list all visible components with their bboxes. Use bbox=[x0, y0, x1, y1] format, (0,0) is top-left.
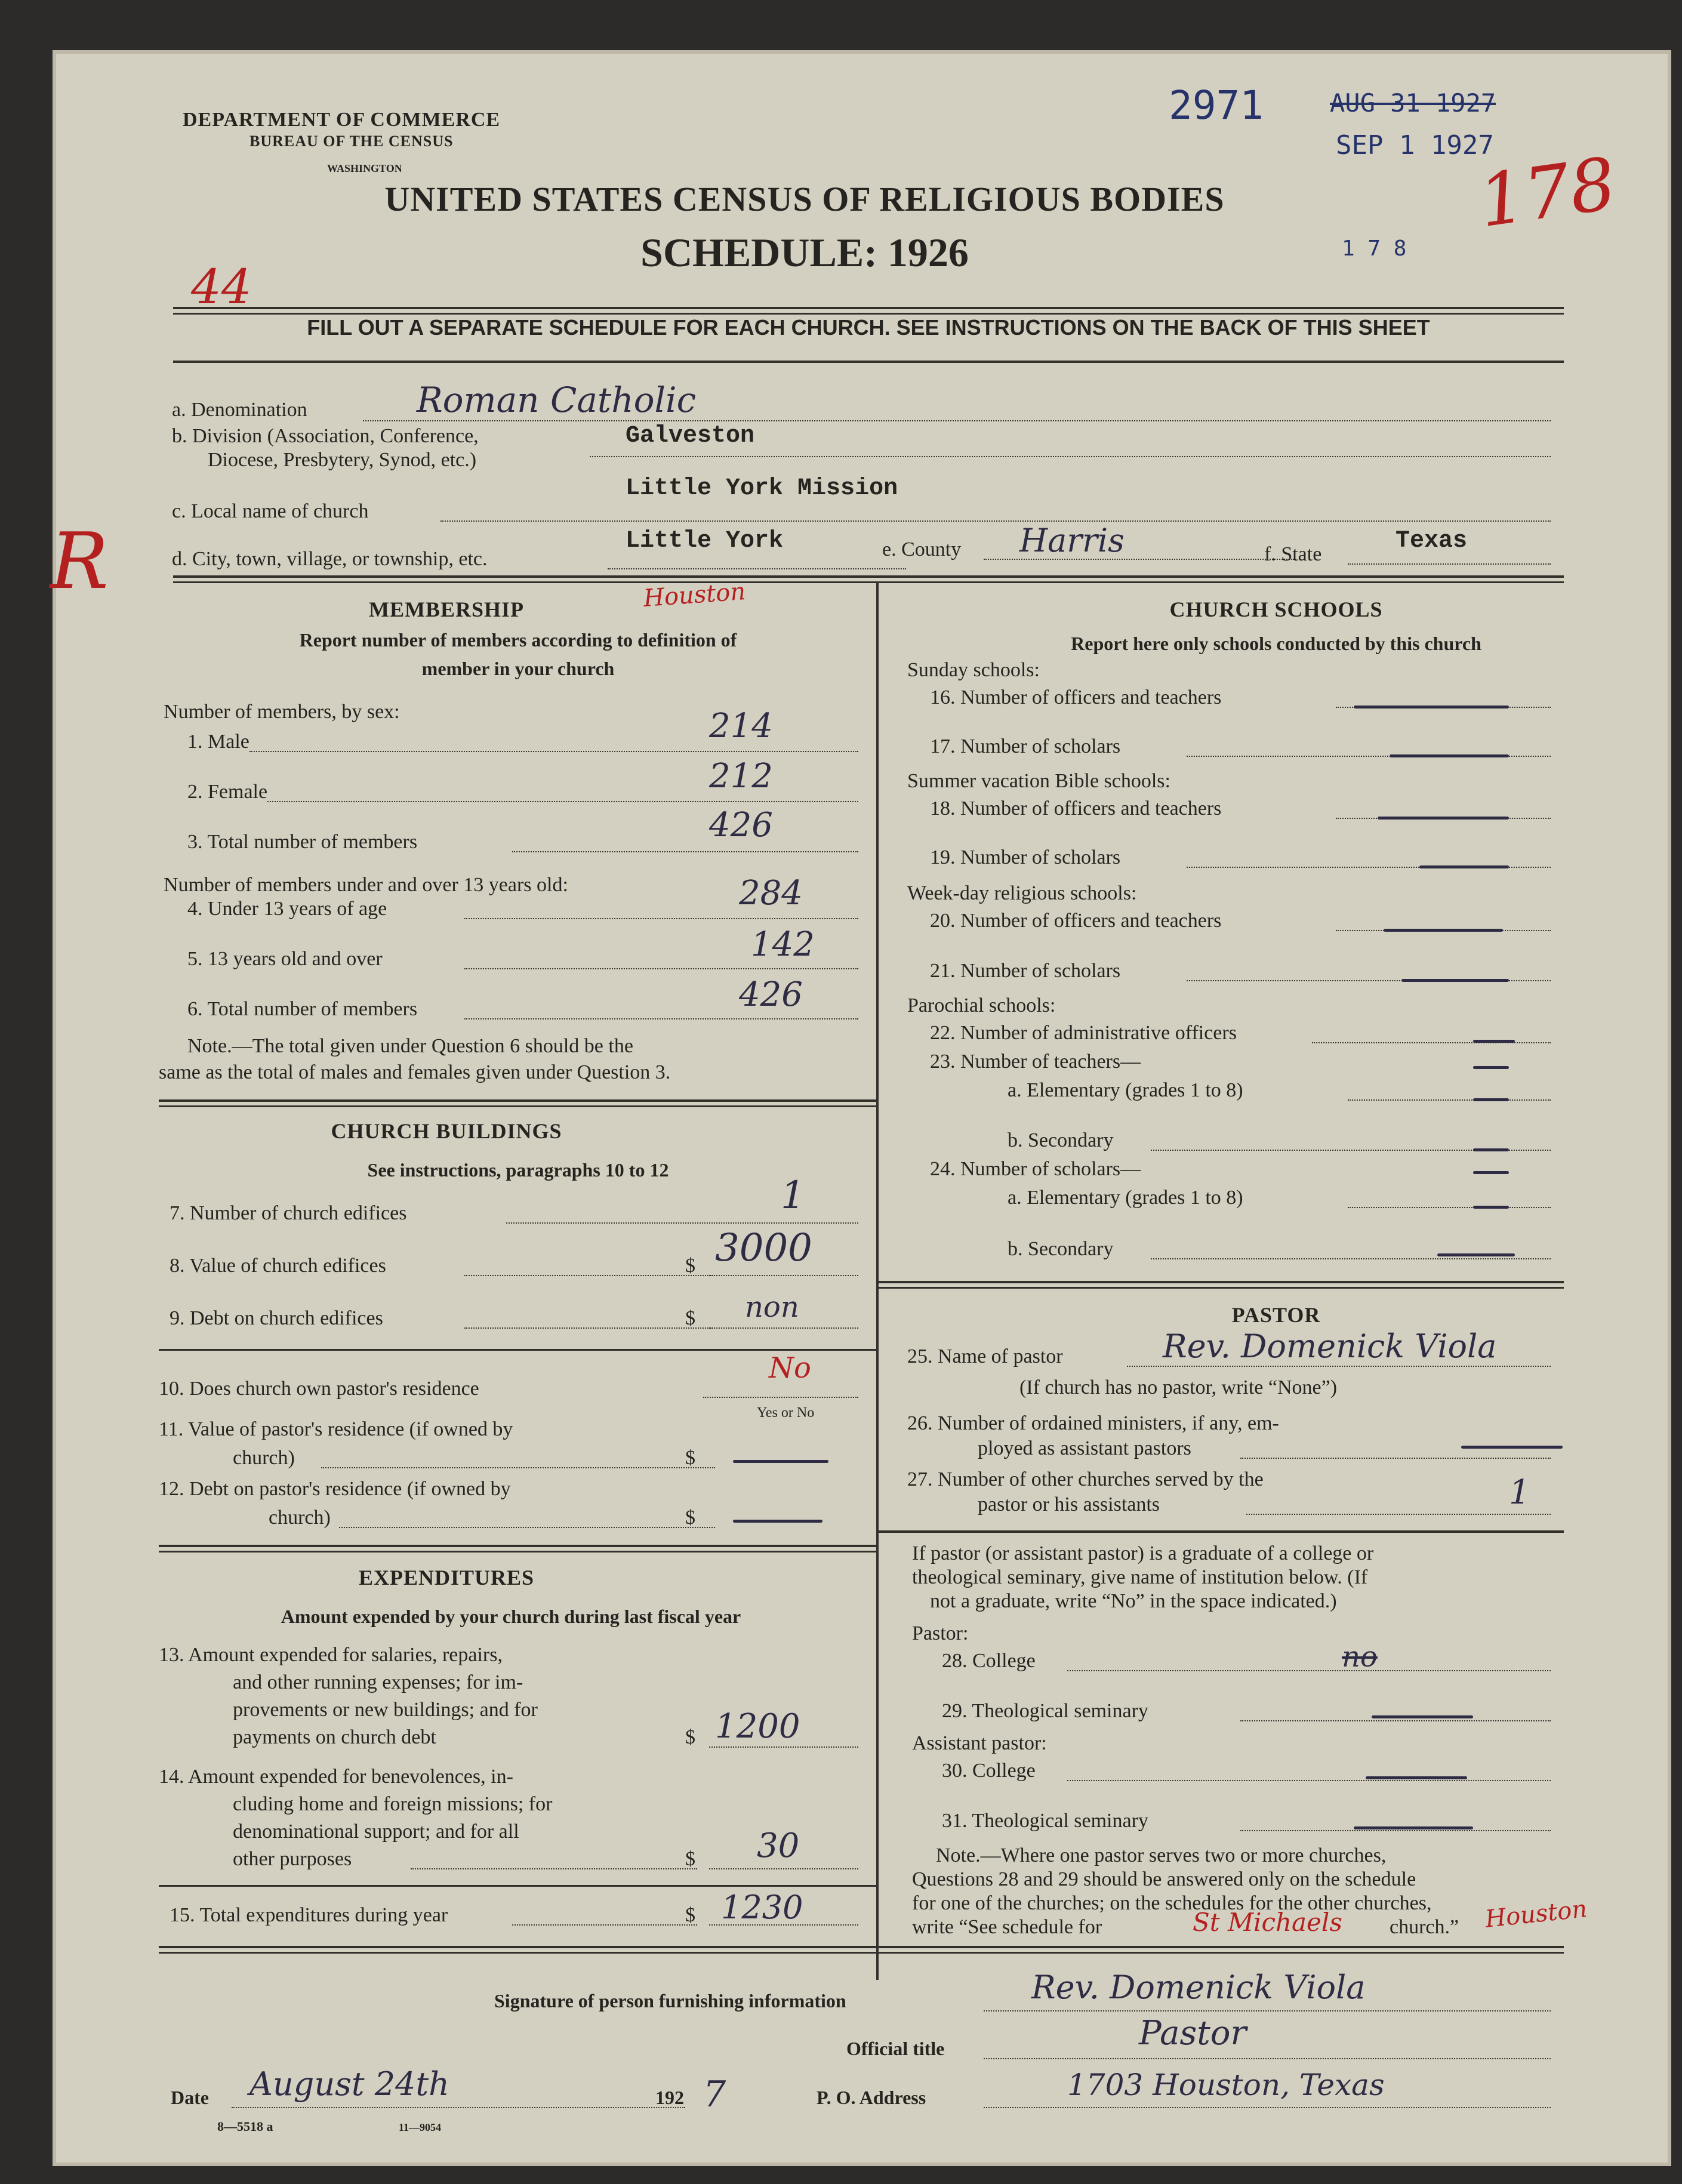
q6-line bbox=[464, 1018, 858, 1019]
q6-total-value[interactable]: 426 bbox=[739, 975, 803, 1014]
q13-label-3: provements or new buildings; and for bbox=[233, 1699, 538, 1721]
pastor-note-4a: write “See schedule for bbox=[912, 1916, 1102, 1938]
division-line bbox=[590, 456, 1551, 457]
division-label-1: b. Division (Association, Conference, bbox=[172, 425, 479, 447]
q22-label: 22. Number of administrative officers bbox=[930, 1022, 1237, 1044]
q14-label-2: cluding home and foreign missions; for bbox=[233, 1793, 553, 1815]
city-value[interactable]: Little York bbox=[626, 528, 784, 555]
bureau-city: WASHINGTON bbox=[327, 162, 402, 174]
po-address-label: P. O. Address bbox=[817, 2087, 926, 2108]
buildings-heading: CHURCH BUILDINGS bbox=[331, 1119, 562, 1143]
schools-rule bbox=[879, 1281, 1564, 1283]
parochial-schools-label: Parochial schools: bbox=[907, 994, 1056, 1016]
q29-line bbox=[1240, 1720, 1551, 1721]
expenditures-mid-rule bbox=[159, 1885, 876, 1887]
bottom-rule bbox=[159, 1946, 1564, 1948]
red-letter-r: R bbox=[50, 516, 109, 606]
q11-line bbox=[321, 1467, 715, 1468]
q15-value[interactable]: 1230 bbox=[721, 1889, 803, 1926]
date-year-prefix: 192 bbox=[655, 2087, 684, 2108]
q27-label-2: pastor or his assistants bbox=[978, 1493, 1160, 1515]
q9-value-line bbox=[709, 1327, 858, 1329]
stamp-number: 2971 bbox=[1169, 82, 1264, 128]
members-by-sex-label: Number of members, by sex: bbox=[164, 701, 400, 723]
q26-label-2: ployed as assistant pastors bbox=[978, 1437, 1191, 1459]
membership-rule-2 bbox=[159, 1105, 876, 1107]
q31-label: 31. Theological seminary bbox=[942, 1810, 1148, 1832]
q19-dash[interactable] bbox=[1419, 865, 1509, 868]
q7-label: 7. Number of church edifices bbox=[170, 1202, 407, 1224]
q23a-line bbox=[1348, 1099, 1551, 1101]
q14-label-4: other purposes bbox=[233, 1848, 352, 1870]
q28-line bbox=[1067, 1670, 1551, 1671]
stamp-date: SEP 1 1927 bbox=[1336, 130, 1494, 161]
q16-label: 16. Number of officers and teachers bbox=[930, 686, 1222, 709]
q8-dollar: $ bbox=[685, 1255, 695, 1277]
q30-label: 30. College bbox=[942, 1760, 1036, 1782]
q12-label-2: church) bbox=[269, 1507, 331, 1529]
q13-label-1: 13. Amount expended for salaries, repairs, bbox=[159, 1644, 503, 1666]
q12-label-1: 12. Debt on pastor's residence (if owned by bbox=[159, 1478, 511, 1500]
q23a-dash[interactable] bbox=[1473, 1098, 1509, 1101]
q9-label: 9. Debt on church edifices bbox=[170, 1307, 383, 1329]
q25-hint: (If church has no pastor, write “None”) bbox=[1019, 1376, 1338, 1399]
date-line bbox=[232, 2107, 685, 2108]
denomination-label: a. Denomination bbox=[172, 399, 307, 421]
schools-sub: Report here only schools conducted by this church bbox=[1071, 633, 1481, 654]
stamp-code: 1 7 8 bbox=[1342, 236, 1407, 261]
q25-line bbox=[1127, 1366, 1551, 1367]
members-by-age-label: Number of members under and over 13 years old: bbox=[164, 874, 568, 896]
q10-label: 10. Does church own pastor's residence bbox=[159, 1378, 479, 1400]
membership-rule bbox=[159, 1099, 876, 1102]
q20-dash[interactable] bbox=[1384, 929, 1503, 932]
q3-total-label: 3. Total number of members bbox=[187, 831, 418, 853]
q8-label: 8. Value of church edifices bbox=[170, 1255, 386, 1277]
q12-dollar: $ bbox=[685, 1507, 695, 1529]
state-value[interactable]: Texas bbox=[1395, 528, 1468, 555]
q5-over13-label: 5. 13 years old and over bbox=[187, 948, 383, 970]
q14-value[interactable]: 30 bbox=[757, 1826, 800, 1865]
q11-dollar: $ bbox=[685, 1447, 695, 1469]
q24-label: 24. Number of scholars— bbox=[930, 1158, 1141, 1180]
q27-value[interactable]: 1 bbox=[1509, 1473, 1530, 1512]
q16-dash[interactable] bbox=[1354, 706, 1509, 709]
official-title-line bbox=[984, 2058, 1551, 2059]
membership-heading: MEMBERSHIP bbox=[368, 597, 524, 621]
q23-label: 23. Number of teachers— bbox=[930, 1051, 1141, 1073]
q22-line bbox=[1312, 1042, 1551, 1043]
q15-dollar: $ bbox=[685, 1904, 695, 1926]
q13-label-4: payments on church debt bbox=[233, 1726, 436, 1748]
schedule-title: SCHEDULE: 1926 bbox=[640, 230, 969, 275]
city-label: d. City, town, village, or township, etc. bbox=[172, 548, 488, 570]
form-number: 8—5518 a bbox=[217, 2119, 273, 2134]
q11-dash[interactable] bbox=[733, 1460, 828, 1463]
q11-label-2: church) bbox=[233, 1447, 295, 1469]
pastor-note-2: Questions 28 and 29 should be answered only on the schedule bbox=[912, 1868, 1416, 1890]
signature-value[interactable]: Rev. Domenick Viola bbox=[1031, 1969, 1366, 2006]
membership-note-1: Note.—The total given under Question 6 should be the bbox=[187, 1035, 633, 1057]
fill-instruction: FILL OUT A SEPARATE SCHEDULE FOR EACH CHURCH. SEE INSTRUCTIONS ON THE BACK OF THIS SHEET bbox=[307, 315, 1430, 340]
bureau-name: BUREAU OF THE CENSUS bbox=[249, 133, 454, 150]
q3-total-value[interactable]: 426 bbox=[709, 806, 773, 845]
q24b-dash[interactable] bbox=[1437, 1253, 1515, 1256]
summer-schools-label: Summer vacation Bible schools: bbox=[907, 770, 1170, 792]
q5-over13-value[interactable]: 142 bbox=[751, 925, 815, 964]
q9-line bbox=[464, 1327, 715, 1329]
q25-label: 25. Name of pastor bbox=[907, 1345, 1063, 1367]
signature-line bbox=[984, 2010, 1551, 2012]
graduate-text-2: theological seminary, give name of institution below. (If bbox=[912, 1566, 1368, 1588]
pastor-note-1: Note.—Where one pastor serves two or more churches, bbox=[936, 1844, 1387, 1866]
q11-label-1: 11. Value of pastor's residence (if owned by bbox=[159, 1418, 513, 1440]
q1-male-value[interactable]: 214 bbox=[709, 707, 773, 746]
header-rule-top bbox=[173, 307, 1564, 309]
buildings-rule-2 bbox=[159, 1551, 876, 1552]
church-name-label: c. Local name of church bbox=[172, 500, 369, 522]
membership-intro-1: Report number of members according to definition of bbox=[299, 629, 737, 651]
q29-dash[interactable] bbox=[1372, 1715, 1473, 1718]
pastor-heading: PASTOR bbox=[1231, 1303, 1321, 1327]
county-label: e. County bbox=[882, 538, 962, 560]
q1-male-label: 1. Male bbox=[187, 731, 249, 753]
q7-line bbox=[506, 1222, 858, 1224]
q25-value[interactable]: Rev. Domenick Viola bbox=[1163, 1327, 1497, 1365]
q21-dash[interactable] bbox=[1401, 979, 1509, 982]
q1-line bbox=[249, 751, 858, 752]
state-line bbox=[1348, 563, 1551, 565]
county-value[interactable]: Harris bbox=[1019, 522, 1125, 559]
expenditures-sub: Amount expended by your church during last fiscal year bbox=[281, 1606, 741, 1627]
q15-line bbox=[512, 1924, 697, 1926]
assistant-pastor-label: Assistant pastor: bbox=[912, 1732, 1047, 1754]
q14-dollar: $ bbox=[685, 1848, 695, 1870]
weekday-schools-label: Week-day religious schools: bbox=[907, 882, 1137, 904]
q20-label: 20. Number of officers and teachers bbox=[930, 910, 1222, 932]
q30-line bbox=[1067, 1780, 1551, 1781]
church-name-line bbox=[440, 520, 1551, 522]
pastor-note-schedule-church[interactable]: St Michaels bbox=[1193, 1908, 1342, 1937]
q23b-dash[interactable] bbox=[1473, 1148, 1509, 1151]
print-number: 11—9054 bbox=[399, 2121, 442, 2133]
q19-label: 19. Number of scholars bbox=[930, 846, 1121, 868]
buildings-sub: See instructions, paragraphs 10 to 12 bbox=[367, 1159, 669, 1181]
q13-value-line bbox=[709, 1746, 858, 1748]
q28-label: 28. College bbox=[942, 1650, 1036, 1672]
q9-value[interactable]: non bbox=[745, 1290, 799, 1324]
denomination-value[interactable]: Roman Catholic bbox=[417, 380, 697, 420]
pastor-sub-label: Pastor: bbox=[912, 1622, 969, 1644]
q13-value[interactable]: 1200 bbox=[715, 1707, 800, 1746]
q22-dash[interactable] bbox=[1473, 1040, 1515, 1043]
membership-intro-2: member in your church bbox=[421, 658, 615, 679]
q7-value[interactable]: 1 bbox=[781, 1173, 805, 1218]
city-line bbox=[608, 568, 906, 569]
q27-label-1: 27. Number of other churches served by the bbox=[907, 1468, 1264, 1490]
q13-label-2: and other running expenses; for im- bbox=[233, 1671, 523, 1693]
q15-label: 15. Total expenditures during year bbox=[170, 1904, 448, 1926]
q26-dash[interactable] bbox=[1461, 1446, 1563, 1449]
q30-dash[interactable] bbox=[1366, 1776, 1467, 1779]
q24-dash[interactable] bbox=[1473, 1171, 1509, 1174]
fields-rule bbox=[173, 575, 1564, 578]
stamp-date-struck: AUG 31 1927 bbox=[1330, 88, 1496, 118]
q14-label-3: denominational support; and for all bbox=[233, 1820, 519, 1843]
header-rule-top-2 bbox=[173, 313, 1564, 315]
census-schedule-sheet bbox=[50, 50, 1671, 2166]
q29-label: 29. Theological seminary bbox=[942, 1700, 1148, 1722]
official-title-label: Official title bbox=[846, 2038, 945, 2059]
q23a-label: a. Elementary (grades 1 to 8) bbox=[1008, 1079, 1243, 1101]
q10-line bbox=[703, 1397, 858, 1398]
po-address-line bbox=[984, 2107, 1551, 2108]
q2-female-label: 2. Female bbox=[187, 781, 268, 803]
fields-rule-2 bbox=[173, 581, 1564, 583]
q9-dollar: $ bbox=[685, 1307, 695, 1329]
date-year-value[interactable]: 7 bbox=[703, 2074, 726, 2115]
signature-label: Signature of person furnishing information bbox=[494, 1990, 846, 2012]
schools-heading: CHURCH SCHOOLS bbox=[1169, 597, 1383, 621]
q18-dash[interactable] bbox=[1378, 817, 1509, 820]
q23-dash[interactable] bbox=[1473, 1066, 1509, 1069]
q28-value[interactable]: no bbox=[1342, 1640, 1378, 1674]
bottom-rule-2 bbox=[159, 1952, 1564, 1954]
q26-line bbox=[1240, 1458, 1551, 1459]
q24a-dash[interactable] bbox=[1473, 1206, 1509, 1209]
q2-line bbox=[267, 801, 858, 802]
q4-under13-value[interactable]: 284 bbox=[739, 874, 803, 913]
q10-value[interactable]: No bbox=[769, 1351, 811, 1385]
q8-value[interactable]: 3000 bbox=[715, 1226, 812, 1270]
denomination-line bbox=[363, 420, 1551, 421]
department-name: DEPARTMENT OF COMMERCE bbox=[183, 109, 501, 131]
official-title-value[interactable]: Pastor bbox=[1139, 2014, 1247, 2053]
pastor-note-3: for one of the churches; on the schedules for the other churches, bbox=[912, 1892, 1432, 1914]
q14-label-1: 14. Amount expended for benevolences, in- bbox=[159, 1766, 513, 1788]
q14-value-line bbox=[709, 1868, 858, 1869]
q31-dash[interactable] bbox=[1354, 1826, 1473, 1829]
q24a-label: a. Elementary (grades 1 to 8) bbox=[1008, 1187, 1243, 1209]
q12-line bbox=[339, 1527, 715, 1528]
sunday-schools-label: Sunday schools: bbox=[907, 659, 1040, 681]
buildings-mid-rule bbox=[159, 1349, 876, 1351]
q27-line bbox=[1246, 1514, 1551, 1515]
q13-dollar: $ bbox=[685, 1726, 695, 1748]
q12-dash[interactable] bbox=[733, 1520, 822, 1523]
membership-note-2: same as the total of males and females given under Question 3. bbox=[159, 1061, 671, 1083]
q5-line bbox=[464, 968, 858, 969]
pastor-note-houston: Houston bbox=[1484, 1895, 1589, 1933]
q23b-label: b. Secondary bbox=[1008, 1129, 1114, 1151]
q3-line bbox=[512, 851, 858, 852]
state-label: f. State bbox=[1264, 543, 1322, 565]
red-number-44: 44 bbox=[191, 259, 252, 315]
q14-line bbox=[411, 1868, 697, 1869]
division-value[interactable]: Galveston bbox=[626, 423, 755, 449]
q4-under13-label: 4. Under 13 years of age bbox=[187, 898, 387, 920]
q17-label: 17. Number of scholars bbox=[930, 735, 1121, 757]
date-label: Date bbox=[171, 2087, 209, 2108]
date-value[interactable]: August 24th bbox=[249, 2065, 449, 2103]
red-number-178: 178 bbox=[1474, 142, 1621, 244]
q4-line bbox=[464, 918, 858, 919]
q18-label: 18. Number of officers and teachers bbox=[930, 797, 1222, 820]
q21-label: 21. Number of scholars bbox=[930, 960, 1121, 982]
q8-value-line bbox=[709, 1275, 858, 1276]
graduate-text-1: If pastor (or assistant pastor) is a graduate of a college or bbox=[912, 1542, 1374, 1564]
form-title: UNITED STATES CENSUS OF RELIGIOUS BODIES bbox=[384, 180, 1225, 218]
q26-label-1: 26. Number of ordained ministers, if any, em- bbox=[907, 1412, 1279, 1434]
q6-total-label: 6. Total number of members bbox=[187, 998, 418, 1020]
po-address-value[interactable]: 1703 Houston, Texas bbox=[1067, 2068, 1385, 2102]
red-houston-note: Houston bbox=[642, 578, 747, 612]
q31-line bbox=[1240, 1830, 1551, 1831]
q24b-label: b. Secondary bbox=[1008, 1238, 1114, 1260]
division-label-2: Diocese, Presbytery, Synod, etc.) bbox=[208, 449, 477, 471]
church-name-value[interactable]: Little York Mission bbox=[626, 475, 898, 502]
q24a-line bbox=[1348, 1207, 1551, 1208]
pastor-rule bbox=[879, 1530, 1564, 1533]
q10-hint: Yes or No bbox=[757, 1405, 815, 1421]
pastor-note-4b: church.” bbox=[1390, 1916, 1459, 1938]
graduate-text-3: not a graduate, write “No” in the space indicated.) bbox=[930, 1590, 1337, 1612]
buildings-rule bbox=[159, 1545, 876, 1547]
q17-dash[interactable] bbox=[1390, 754, 1509, 757]
q8-line bbox=[464, 1275, 715, 1276]
q2-female-value[interactable]: 212 bbox=[709, 757, 773, 796]
schools-rule-2 bbox=[879, 1287, 1564, 1289]
expenditures-heading: EXPENDITURES bbox=[358, 1566, 535, 1590]
header-rule-bottom bbox=[173, 361, 1564, 363]
q24b-line bbox=[1151, 1258, 1551, 1259]
